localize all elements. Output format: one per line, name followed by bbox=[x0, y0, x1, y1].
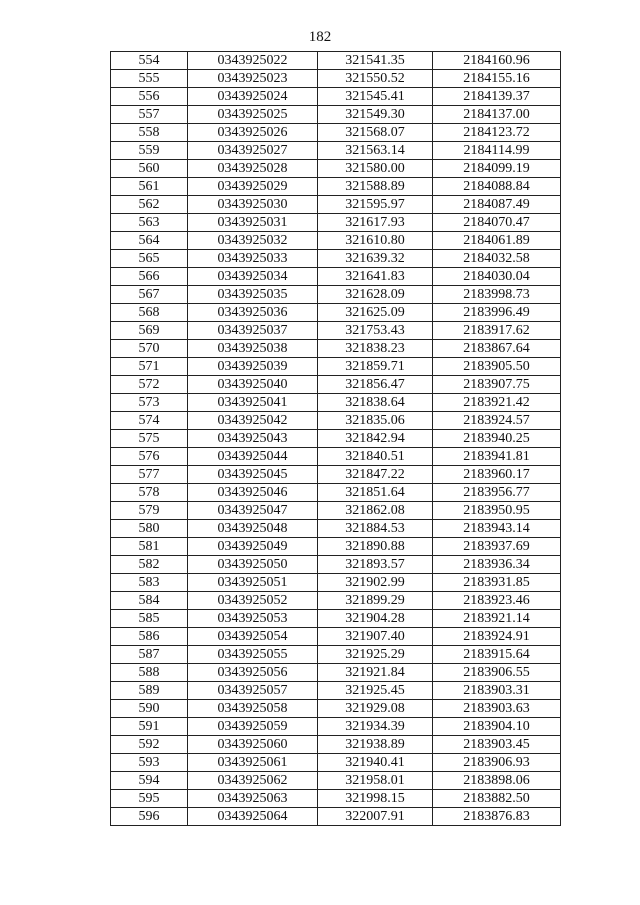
x-coordinate-cell: 321862.08 bbox=[318, 502, 433, 520]
x-coordinate-cell: 321929.08 bbox=[318, 700, 433, 718]
table-row bbox=[111, 736, 561, 754]
point-number-cell: 557 bbox=[111, 106, 188, 124]
table-row bbox=[111, 412, 561, 430]
y-coordinate-cell: 2183905.50 bbox=[433, 358, 561, 376]
y-coordinate-cell: 2183906.93 bbox=[433, 754, 561, 772]
code-cell: 0343925038 bbox=[188, 340, 318, 358]
table-row bbox=[111, 250, 561, 268]
x-coordinate-cell: 321940.41 bbox=[318, 754, 433, 772]
table-row bbox=[111, 124, 561, 142]
point-number-cell: 564 bbox=[111, 232, 188, 250]
table-row bbox=[111, 322, 561, 340]
table-row bbox=[111, 574, 561, 592]
code-cell: 0343925039 bbox=[188, 358, 318, 376]
code-cell: 0343925045 bbox=[188, 466, 318, 484]
x-coordinate-cell: 321998.15 bbox=[318, 790, 433, 808]
x-coordinate-cell: 321856.47 bbox=[318, 376, 433, 394]
table-row bbox=[111, 430, 561, 448]
code-cell: 0343925063 bbox=[188, 790, 318, 808]
y-coordinate-cell: 2183996.49 bbox=[433, 304, 561, 322]
table-row bbox=[111, 142, 561, 160]
x-coordinate-cell: 321925.45 bbox=[318, 682, 433, 700]
code-cell: 0343925044 bbox=[188, 448, 318, 466]
y-coordinate-cell: 2183898.06 bbox=[433, 772, 561, 790]
y-coordinate-cell: 2183903.31 bbox=[433, 682, 561, 700]
x-coordinate-cell: 321921.84 bbox=[318, 664, 433, 682]
code-cell: 0343925033 bbox=[188, 250, 318, 268]
y-coordinate-cell: 2183906.55 bbox=[433, 664, 561, 682]
point-number-cell: 571 bbox=[111, 358, 188, 376]
x-coordinate-cell: 321838.23 bbox=[318, 340, 433, 358]
x-coordinate-cell: 321628.09 bbox=[318, 286, 433, 304]
point-number-cell: 556 bbox=[111, 88, 188, 106]
y-coordinate-cell: 2183943.14 bbox=[433, 520, 561, 538]
code-cell: 0343925041 bbox=[188, 394, 318, 412]
table-row bbox=[111, 340, 561, 358]
point-number-cell: 594 bbox=[111, 772, 188, 790]
point-number-cell: 586 bbox=[111, 628, 188, 646]
y-coordinate-cell: 2183950.95 bbox=[433, 502, 561, 520]
x-coordinate-cell: 321840.51 bbox=[318, 448, 433, 466]
x-coordinate-cell: 321625.09 bbox=[318, 304, 433, 322]
y-coordinate-cell: 2183937.69 bbox=[433, 538, 561, 556]
table-row bbox=[111, 358, 561, 376]
code-cell: 0343925031 bbox=[188, 214, 318, 232]
point-number-cell: 554 bbox=[111, 52, 188, 70]
point-number-cell: 560 bbox=[111, 160, 188, 178]
code-cell: 0343925037 bbox=[188, 322, 318, 340]
code-cell: 0343925052 bbox=[188, 592, 318, 610]
code-cell: 0343925054 bbox=[188, 628, 318, 646]
table-row bbox=[111, 808, 561, 826]
y-coordinate-cell: 2184114.99 bbox=[433, 142, 561, 160]
x-coordinate-cell: 322007.91 bbox=[318, 808, 433, 826]
x-coordinate-cell: 321859.71 bbox=[318, 358, 433, 376]
table-body bbox=[111, 52, 561, 826]
x-coordinate-cell: 321893.57 bbox=[318, 556, 433, 574]
code-cell: 0343925064 bbox=[188, 808, 318, 826]
y-coordinate-cell: 2184032.58 bbox=[433, 250, 561, 268]
code-cell: 0343925053 bbox=[188, 610, 318, 628]
y-coordinate-cell: 2183876.83 bbox=[433, 808, 561, 826]
table-row bbox=[111, 646, 561, 664]
y-coordinate-cell: 2183915.64 bbox=[433, 646, 561, 664]
code-cell: 0343925051 bbox=[188, 574, 318, 592]
code-cell: 0343925027 bbox=[188, 142, 318, 160]
table-row bbox=[111, 88, 561, 106]
table-row bbox=[111, 664, 561, 682]
x-coordinate-cell: 321595.97 bbox=[318, 196, 433, 214]
y-coordinate-cell: 2183903.63 bbox=[433, 700, 561, 718]
y-coordinate-cell: 2183956.77 bbox=[433, 484, 561, 502]
point-number-cell: 559 bbox=[111, 142, 188, 160]
code-cell: 0343925028 bbox=[188, 160, 318, 178]
x-coordinate-cell: 321545.41 bbox=[318, 88, 433, 106]
y-coordinate-cell: 2183936.34 bbox=[433, 556, 561, 574]
table-row bbox=[111, 484, 561, 502]
point-number-cell: 566 bbox=[111, 268, 188, 286]
x-coordinate-cell: 321958.01 bbox=[318, 772, 433, 790]
x-coordinate-cell: 321641.83 bbox=[318, 268, 433, 286]
y-coordinate-cell: 2184088.84 bbox=[433, 178, 561, 196]
point-number-cell: 577 bbox=[111, 466, 188, 484]
point-number-cell: 581 bbox=[111, 538, 188, 556]
point-number-cell: 579 bbox=[111, 502, 188, 520]
code-cell: 0343925035 bbox=[188, 286, 318, 304]
y-coordinate-cell: 2183903.45 bbox=[433, 736, 561, 754]
point-number-cell: 589 bbox=[111, 682, 188, 700]
point-number-cell: 573 bbox=[111, 394, 188, 412]
code-cell: 0343925055 bbox=[188, 646, 318, 664]
y-coordinate-cell: 2183924.91 bbox=[433, 628, 561, 646]
point-number-cell: 555 bbox=[111, 70, 188, 88]
x-coordinate-cell: 321580.00 bbox=[318, 160, 433, 178]
code-cell: 0343925043 bbox=[188, 430, 318, 448]
point-number-cell: 562 bbox=[111, 196, 188, 214]
point-number-cell: 587 bbox=[111, 646, 188, 664]
y-coordinate-cell: 2183917.62 bbox=[433, 322, 561, 340]
x-coordinate-cell: 321938.89 bbox=[318, 736, 433, 754]
code-cell: 0343925047 bbox=[188, 502, 318, 520]
x-coordinate-cell: 321610.80 bbox=[318, 232, 433, 250]
y-coordinate-cell: 2183998.73 bbox=[433, 286, 561, 304]
table-row bbox=[111, 700, 561, 718]
table-row bbox=[111, 718, 561, 736]
y-coordinate-cell: 2183931.85 bbox=[433, 574, 561, 592]
code-cell: 0343925024 bbox=[188, 88, 318, 106]
page-number: 182 bbox=[308, 29, 332, 45]
table-row bbox=[111, 232, 561, 250]
point-number-cell: 592 bbox=[111, 736, 188, 754]
code-cell: 0343925022 bbox=[188, 52, 318, 70]
x-coordinate-cell: 321639.32 bbox=[318, 250, 433, 268]
code-cell: 0343925040 bbox=[188, 376, 318, 394]
table-row bbox=[111, 70, 561, 88]
y-coordinate-cell: 2183907.75 bbox=[433, 376, 561, 394]
x-coordinate-cell: 321899.29 bbox=[318, 592, 433, 610]
x-coordinate-cell: 321851.64 bbox=[318, 484, 433, 502]
code-cell: 0343925057 bbox=[188, 682, 318, 700]
y-coordinate-cell: 2184087.49 bbox=[433, 196, 561, 214]
x-coordinate-cell: 321838.64 bbox=[318, 394, 433, 412]
y-coordinate-cell: 2183867.64 bbox=[433, 340, 561, 358]
x-coordinate-cell: 321753.43 bbox=[318, 322, 433, 340]
table-row bbox=[111, 52, 561, 70]
y-coordinate-cell: 2183921.14 bbox=[433, 610, 561, 628]
code-cell: 0343925034 bbox=[188, 268, 318, 286]
code-cell: 0343925056 bbox=[188, 664, 318, 682]
point-number-cell: 583 bbox=[111, 574, 188, 592]
point-number-cell: 585 bbox=[111, 610, 188, 628]
table-row bbox=[111, 448, 561, 466]
y-coordinate-cell: 2183923.46 bbox=[433, 592, 561, 610]
table-row bbox=[111, 268, 561, 286]
point-number-cell: 593 bbox=[111, 754, 188, 772]
x-coordinate-cell: 321902.99 bbox=[318, 574, 433, 592]
table-row bbox=[111, 466, 561, 484]
table-row bbox=[111, 394, 561, 412]
point-number-cell: 582 bbox=[111, 556, 188, 574]
table-row bbox=[111, 178, 561, 196]
point-number-cell: 575 bbox=[111, 430, 188, 448]
point-number-cell: 595 bbox=[111, 790, 188, 808]
point-number-cell: 574 bbox=[111, 412, 188, 430]
code-cell: 0343925026 bbox=[188, 124, 318, 142]
point-number-cell: 584 bbox=[111, 592, 188, 610]
point-number-cell: 570 bbox=[111, 340, 188, 358]
x-coordinate-cell: 321934.39 bbox=[318, 718, 433, 736]
code-cell: 0343925032 bbox=[188, 232, 318, 250]
table-row bbox=[111, 502, 561, 520]
table-row bbox=[111, 556, 561, 574]
y-coordinate-cell: 2184123.72 bbox=[433, 124, 561, 142]
code-cell: 0343925049 bbox=[188, 538, 318, 556]
code-cell: 0343925030 bbox=[188, 196, 318, 214]
table-row bbox=[111, 376, 561, 394]
y-coordinate-cell: 2183921.42 bbox=[433, 394, 561, 412]
y-coordinate-cell: 2183960.17 bbox=[433, 466, 561, 484]
y-coordinate-cell: 2184030.04 bbox=[433, 268, 561, 286]
point-number-cell: 590 bbox=[111, 700, 188, 718]
table-row bbox=[111, 772, 561, 790]
code-cell: 0343925060 bbox=[188, 736, 318, 754]
code-cell: 0343925036 bbox=[188, 304, 318, 322]
point-number-cell: 565 bbox=[111, 250, 188, 268]
x-coordinate-cell: 321541.35 bbox=[318, 52, 433, 70]
y-coordinate-cell: 2184139.37 bbox=[433, 88, 561, 106]
point-number-cell: 591 bbox=[111, 718, 188, 736]
point-number-cell: 558 bbox=[111, 124, 188, 142]
table-row bbox=[111, 196, 561, 214]
x-coordinate-cell: 321884.53 bbox=[318, 520, 433, 538]
x-coordinate-cell: 321563.14 bbox=[318, 142, 433, 160]
y-coordinate-cell: 2183940.25 bbox=[433, 430, 561, 448]
point-number-cell: 596 bbox=[111, 808, 188, 826]
x-coordinate-cell: 321907.40 bbox=[318, 628, 433, 646]
y-coordinate-cell: 2184137.00 bbox=[433, 106, 561, 124]
point-number-cell: 588 bbox=[111, 664, 188, 682]
table-row bbox=[111, 592, 561, 610]
point-number-cell: 580 bbox=[111, 520, 188, 538]
table-row bbox=[111, 628, 561, 646]
code-cell: 0343925061 bbox=[188, 754, 318, 772]
x-coordinate-cell: 321568.07 bbox=[318, 124, 433, 142]
point-number-cell: 563 bbox=[111, 214, 188, 232]
y-coordinate-cell: 2184160.96 bbox=[433, 52, 561, 70]
code-cell: 0343925048 bbox=[188, 520, 318, 538]
y-coordinate-cell: 2184061.89 bbox=[433, 232, 561, 250]
y-coordinate-cell: 2184099.19 bbox=[433, 160, 561, 178]
table-row bbox=[111, 304, 561, 322]
point-number-cell: 561 bbox=[111, 178, 188, 196]
table-row bbox=[111, 754, 561, 772]
y-coordinate-cell: 2184155.16 bbox=[433, 70, 561, 88]
point-number-cell: 568 bbox=[111, 304, 188, 322]
x-coordinate-cell: 321550.52 bbox=[318, 70, 433, 88]
code-cell: 0343925059 bbox=[188, 718, 318, 736]
code-cell: 0343925023 bbox=[188, 70, 318, 88]
table-row bbox=[111, 538, 561, 556]
x-coordinate-cell: 321847.22 bbox=[318, 466, 433, 484]
point-number-cell: 578 bbox=[111, 484, 188, 502]
table-row bbox=[111, 214, 561, 232]
x-coordinate-cell: 321842.94 bbox=[318, 430, 433, 448]
table-row bbox=[111, 682, 561, 700]
code-cell: 0343925062 bbox=[188, 772, 318, 790]
code-cell: 0343925029 bbox=[188, 178, 318, 196]
y-coordinate-cell: 2183941.81 bbox=[433, 448, 561, 466]
table-row bbox=[111, 610, 561, 628]
point-number-cell: 567 bbox=[111, 286, 188, 304]
x-coordinate-cell: 321549.30 bbox=[318, 106, 433, 124]
code-cell: 0343925042 bbox=[188, 412, 318, 430]
table-row bbox=[111, 106, 561, 124]
x-coordinate-cell: 321588.89 bbox=[318, 178, 433, 196]
point-number-cell: 572 bbox=[111, 376, 188, 394]
table-row bbox=[111, 790, 561, 808]
code-cell: 0343925058 bbox=[188, 700, 318, 718]
code-cell: 0343925046 bbox=[188, 484, 318, 502]
table-row bbox=[111, 160, 561, 178]
x-coordinate-cell: 321890.88 bbox=[318, 538, 433, 556]
table-row bbox=[111, 286, 561, 304]
y-coordinate-cell: 2183924.57 bbox=[433, 412, 561, 430]
code-cell: 0343925050 bbox=[188, 556, 318, 574]
y-coordinate-cell: 2183904.10 bbox=[433, 718, 561, 736]
x-coordinate-cell: 321617.93 bbox=[318, 214, 433, 232]
x-coordinate-cell: 321835.06 bbox=[318, 412, 433, 430]
coordinate-table bbox=[110, 51, 561, 826]
y-coordinate-cell: 2184070.47 bbox=[433, 214, 561, 232]
y-coordinate-cell: 2183882.50 bbox=[433, 790, 561, 808]
x-coordinate-cell: 321904.28 bbox=[318, 610, 433, 628]
point-number-cell: 569 bbox=[111, 322, 188, 340]
point-number-cell: 576 bbox=[111, 448, 188, 466]
table-row bbox=[111, 520, 561, 538]
code-cell: 0343925025 bbox=[188, 106, 318, 124]
x-coordinate-cell: 321925.29 bbox=[318, 646, 433, 664]
